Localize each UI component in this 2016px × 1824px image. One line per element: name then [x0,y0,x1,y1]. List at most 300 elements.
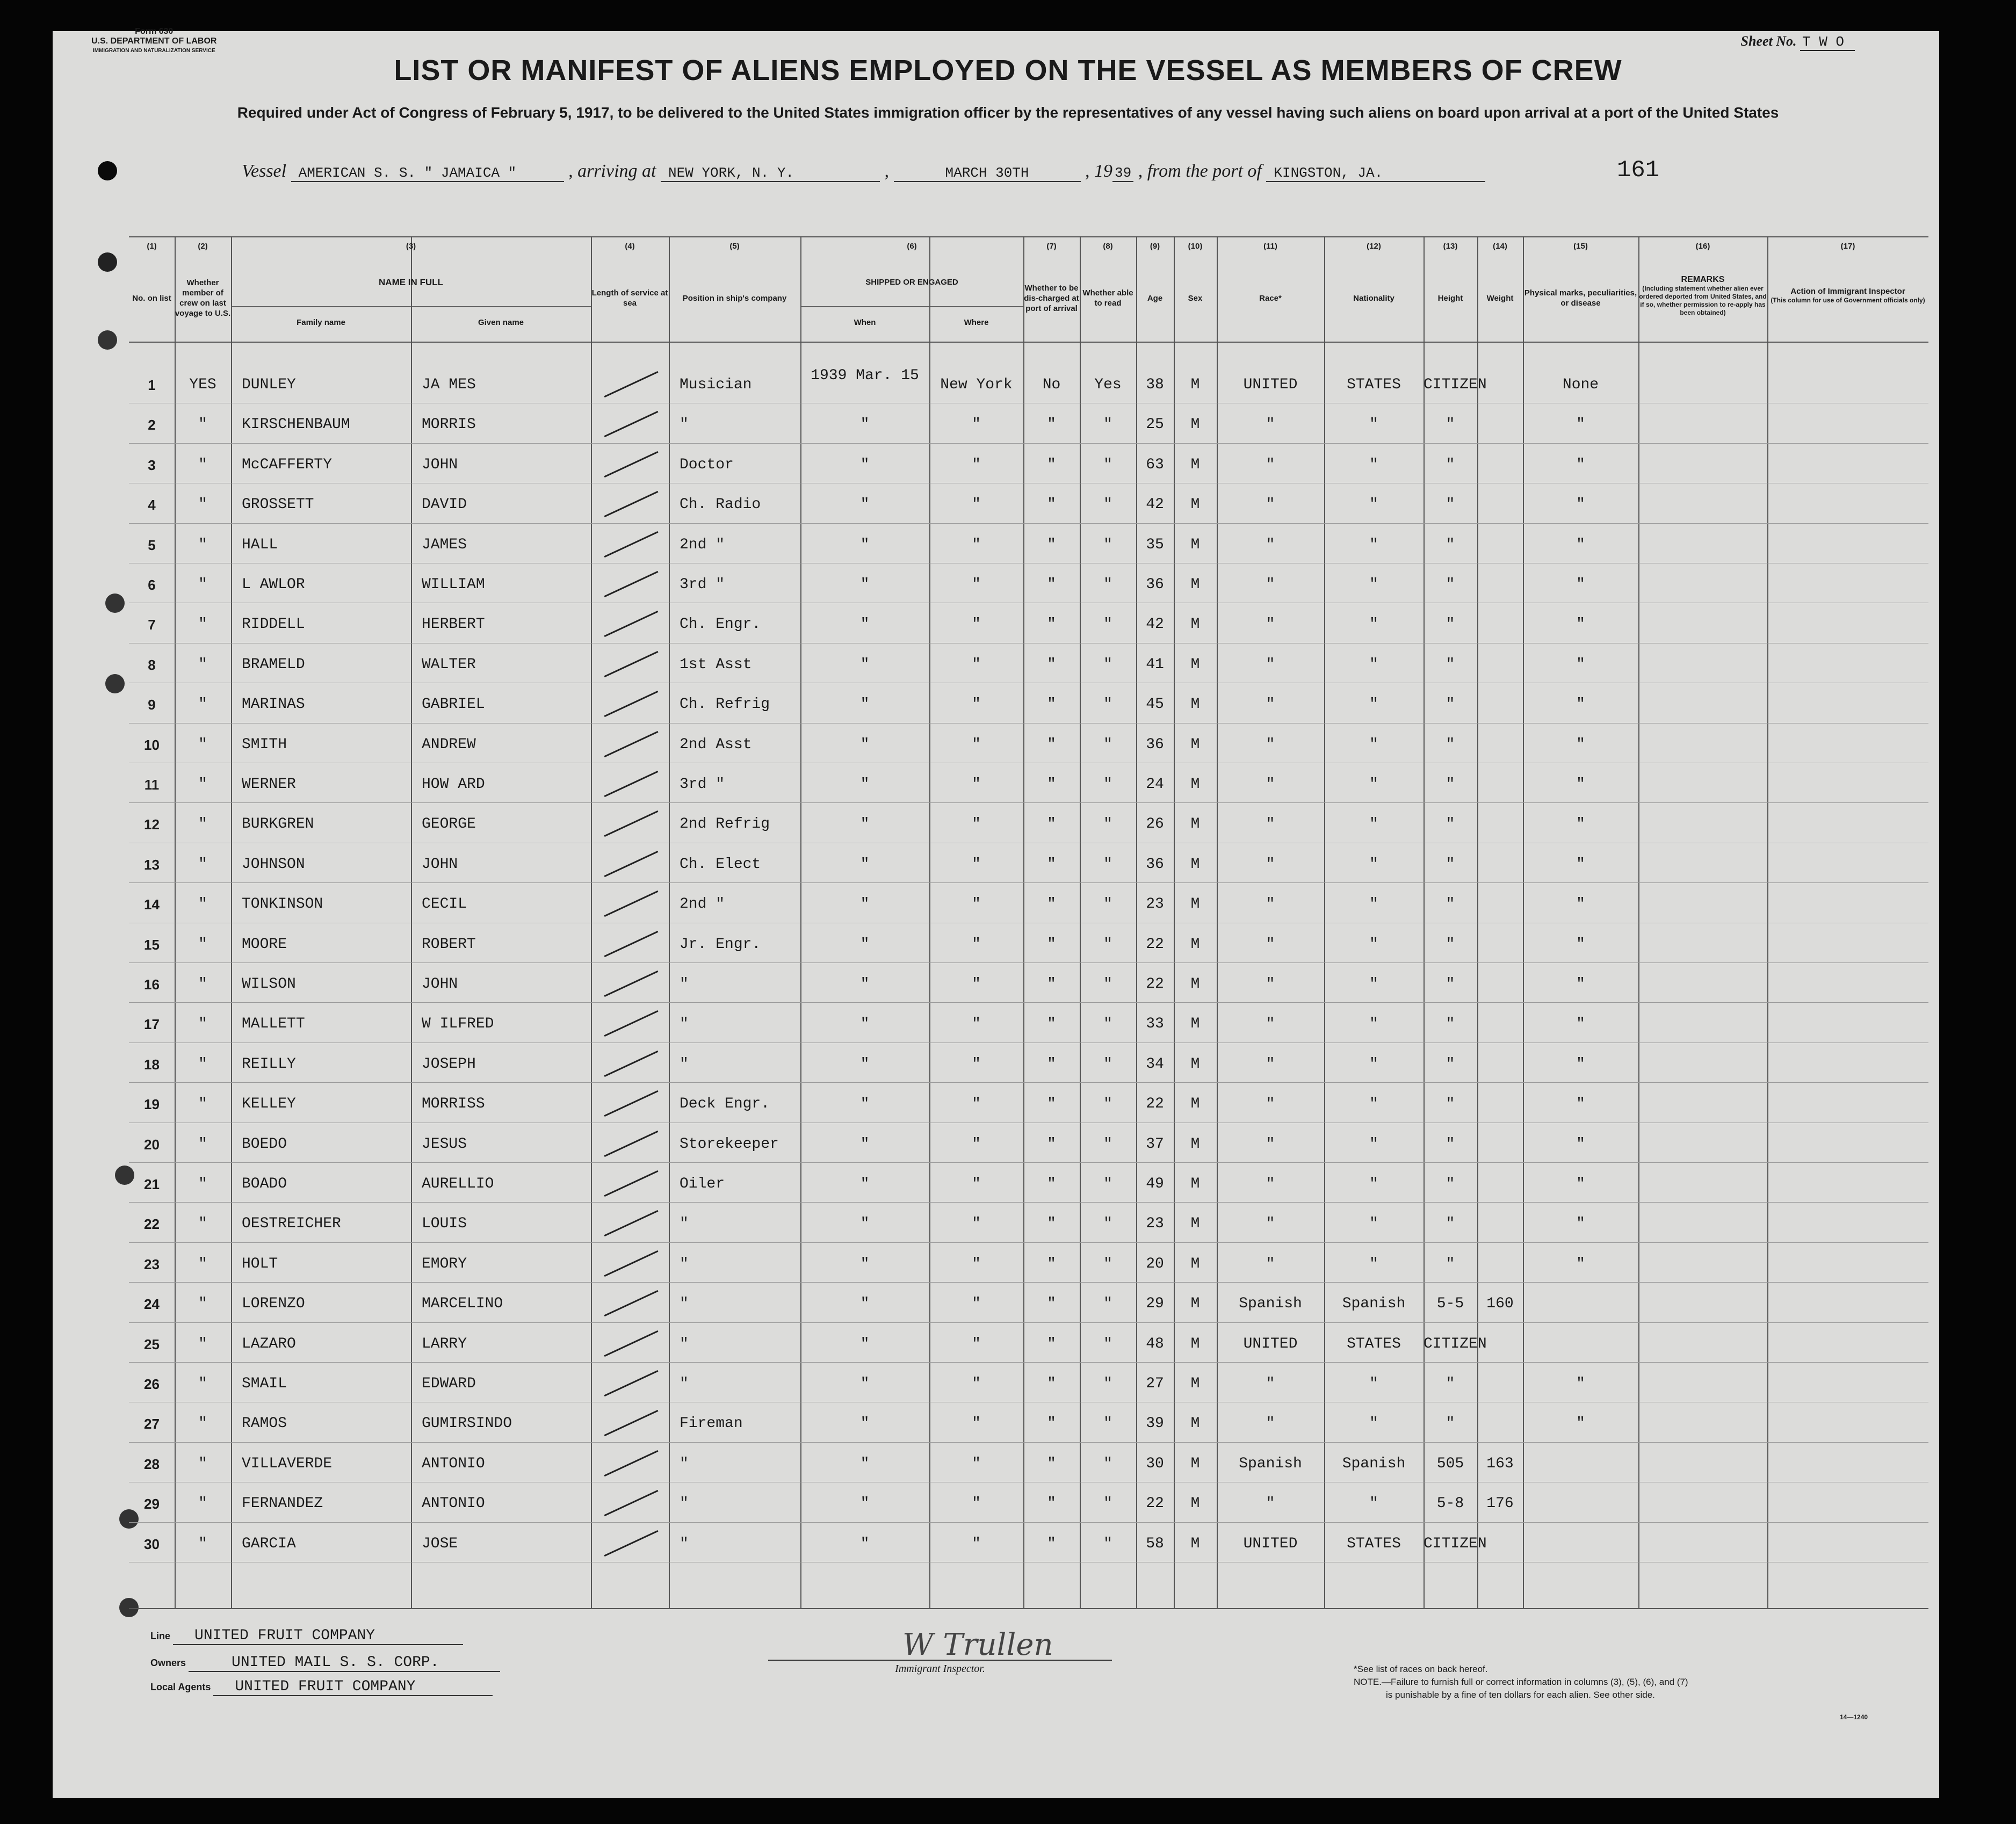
cell-discharged: " [1047,1176,1056,1192]
cell-shipped-where: " [972,1495,981,1512]
cell-physical-marks: " [1576,816,1585,833]
cell-shipped-when: " [860,1096,870,1113]
cell-sex: M [1190,1176,1200,1192]
tick-mark-icon [604,491,659,517]
cell-nationality: " [1369,1016,1378,1033]
punch-hole [98,161,117,180]
inspector-signature: W Trullen [902,1627,1053,1662]
cell-able-to-read: " [1103,816,1112,833]
cell-position: " [680,976,689,993]
cell-race: " [1266,616,1275,633]
cell-shipped-when: " [860,1535,870,1552]
cell-member-last-voyage: " [198,1016,207,1033]
cell-weight [1477,765,1523,805]
cell-member-last-voyage: " [198,1535,207,1552]
cell-physical-marks [1523,1324,1638,1364]
cell-weight [1477,965,1523,1004]
cell-shipped-when: " [860,1495,870,1512]
cell-sex: M [1190,1415,1200,1432]
cell-physical-marks: " [1576,656,1585,673]
cell-member-last-voyage: " [198,616,207,633]
cell-discharged: " [1047,1376,1056,1392]
cell-member-last-voyage: YES [189,377,216,393]
agents-label: Local Agents [150,1682,211,1692]
cell-discharged: " [1047,456,1056,473]
header-able-to-read: Whether able to read [1082,288,1133,308]
table-row [129,1244,1928,1284]
cell-shipped-when: " [860,1455,870,1472]
cell-family-name: BRAMELD [242,656,305,673]
cell-sex: M [1190,496,1200,513]
cell-position: " [680,1055,689,1073]
cell-sex: M [1190,1055,1200,1073]
cell-physical-marks: " [1576,936,1585,953]
tick-mark-icon [604,810,659,837]
cell-nationality: " [1369,936,1378,953]
cell-race: " [1266,456,1275,473]
cell-shipped-when: " [860,1215,870,1233]
cell-given-name: HOW ARD [422,776,485,793]
cell-sex: M [1190,1215,1200,1233]
table-row [129,1164,1928,1204]
cell-weight [1477,605,1523,645]
action-title: Action of Immigrant Inspector [1790,287,1905,296]
action-subtitle: (This column for use of Government officials only) [1771,296,1925,304]
cell-discharged: " [1047,576,1056,593]
cell-row-number: 11 [144,777,160,793]
arriving-label: , arriving at [568,161,656,181]
cell-physical-marks: " [1576,1176,1585,1192]
owners-field [150,1654,500,1672]
cell-nationality: " [1369,976,1378,993]
cell-height: 5-5 [1436,1295,1464,1313]
cell-family-name: FERNANDEZ [242,1495,323,1512]
cell-member-last-voyage: " [198,1415,207,1432]
header-remarks [1638,252,1767,338]
cell-race: UNITED [1243,377,1298,393]
cell-race: " [1266,896,1275,913]
cell-height: " [1446,936,1455,953]
header-age: Age [1147,293,1163,303]
cell-shipped-where: " [972,1415,981,1432]
cell-weight [1477,885,1523,924]
cell-race: " [1266,416,1275,433]
cell-able-to-read: " [1103,1335,1112,1352]
cell-able-to-read: " [1103,1535,1112,1552]
cell-race: " [1266,1376,1275,1392]
cell-shipped-where: " [972,576,981,593]
column-number: (7) [1046,242,1057,251]
cell-position: Doctor [680,456,734,473]
cell-age: 29 [1146,1295,1164,1313]
header-shipped-or-engaged: SHIPPED OR ENGAGED [865,277,958,287]
cell-shipped-where: " [972,536,981,553]
cell-given-name: ANDREW [422,736,476,753]
page-title: LIST OR MANIFEST OF ALIENS EMPLOYED ON THE VESSEL AS MEMBERS OF CREW [394,54,1622,86]
cell-given-name: JESUS [422,1135,467,1153]
tick-mark-icon [604,1090,659,1117]
cell-age: 26 [1146,816,1164,833]
header-sex: Sex [1188,293,1203,303]
cell-sex: M [1190,896,1200,913]
cell-row-number: 14 [144,896,160,913]
cell-row-number: 29 [144,1496,160,1512]
table-row [129,485,1928,525]
form-header [91,27,216,56]
table-bottom-border [129,1608,1928,1609]
cell-family-name: SMAIL [242,1376,287,1392]
cell-family-name: KIRSCHENBAUM [242,416,350,433]
cell-given-name: CECIL [422,896,467,913]
cell-family-name: McCAFFERTY [242,456,333,473]
cell-race: " [1266,1016,1275,1033]
table-row [129,645,1928,685]
cell-physical-marks: " [1576,456,1585,473]
table-row [129,525,1928,565]
cell-family-name: WILSON [242,976,296,993]
cell-shipped-where: " [972,1135,981,1153]
cell-age: 58 [1146,1535,1164,1552]
cell-age: 45 [1146,696,1164,713]
cell-shipped-when: " [860,1335,870,1352]
cell-weight: 160 [1486,1295,1514,1313]
cell-able-to-read: " [1103,1415,1112,1432]
header-race: Race* [1259,293,1282,303]
cell-shipped-when: " [860,1295,870,1313]
cell-race: " [1266,936,1275,953]
cell-shipped-where: " [972,856,981,873]
cell-age: 49 [1146,1176,1164,1192]
punch-hole [98,252,117,272]
tick-mark-icon [604,411,659,437]
table-row [129,1364,1928,1404]
cell-height: " [1446,416,1455,433]
cell-nationality: STATES [1347,377,1401,393]
cell-position: Fireman [680,1415,743,1432]
tick-mark-icon [604,1250,659,1277]
cell-nationality: " [1369,656,1378,673]
cell-able-to-read: " [1103,1055,1112,1073]
inspector-label: Immigrant Inspector. [768,1660,1112,1675]
header-member-last-voyage: Whether member of crew on last voyage to U.S. [175,278,231,318]
cell-nationality: " [1369,856,1378,873]
cell-sex: M [1190,976,1200,993]
cell-shipped-where: " [972,456,981,473]
cell-discharged: " [1047,1055,1056,1073]
header-inspector-action [1767,252,1928,338]
column-number: (5) [729,242,740,251]
cell-shipped-where: " [972,616,981,633]
cell-shipped-where: " [972,496,981,513]
cell-physical-marks: " [1576,776,1585,793]
cell-able-to-read: " [1103,1215,1112,1233]
cell-nationality: " [1369,1255,1378,1272]
cell-height: " [1446,856,1455,873]
table-row [129,845,1928,885]
header-weight: Weight [1486,293,1514,303]
cell-physical-marks: " [1576,416,1585,433]
cell-discharged: " [1047,816,1056,833]
cell-shipped-when: " [860,816,870,833]
cell-age: 39 [1146,1415,1164,1432]
cell-family-name: MALLETT [242,1016,305,1033]
cell-sex: M [1190,1535,1200,1552]
cell-physical-marks [1523,1524,1638,1564]
cell-physical-marks: " [1576,1255,1585,1272]
table-row [129,1484,1928,1524]
cell-given-name: LARRY [422,1335,467,1352]
cell-age: 24 [1146,776,1164,793]
year-label: , 19 [1085,161,1112,181]
cell-nationality: " [1369,1415,1378,1432]
cell-sex: M [1190,576,1200,593]
line-value: UNITED FRUIT COMPANY [173,1627,463,1645]
cell-able-to-read: " [1103,1455,1112,1472]
cell-nationality: " [1369,1215,1378,1233]
sheet-number [1740,33,1855,50]
cell-sex: M [1190,816,1200,833]
cell-family-name: RIDDELL [242,616,305,633]
cell-shipped-when: " [860,1016,870,1033]
cell-weight [1477,1125,1523,1164]
department: U.S. DEPARTMENT OF LABOR [91,37,217,46]
cell-weight [1477,685,1523,725]
cell-weight [1477,1364,1523,1404]
cell-member-last-voyage: " [198,976,207,993]
cell-position: " [680,1455,689,1472]
table-row [129,1324,1928,1364]
cell-position: " [680,1016,689,1033]
cell-family-name: SMITH [242,736,287,753]
cell-member-last-voyage: " [198,576,207,593]
cell-shipped-where: New York [940,377,1013,393]
cell-member-last-voyage: " [198,736,207,753]
sheet-value: T W O [1800,34,1855,51]
cell-shipped-when: " [860,776,870,793]
cell-row-number: 25 [144,1336,160,1352]
cell-shipped-where: " [972,656,981,673]
cell-able-to-read: " [1103,696,1112,713]
cell-race: Spanish [1239,1455,1302,1472]
cell-row-number: 26 [144,1376,160,1392]
cell-family-name: HOLT [242,1255,278,1272]
tick-mark-icon [604,371,659,397]
cell-position: 2nd Refrig [680,816,770,833]
cell-discharged: " [1047,1495,1056,1512]
header-height: Height [1437,293,1463,303]
remarks-subtitle: (Including statement whether alien ever ordered deported from United States, and if so, whether permission to re-apply has been obtained) [1639,284,1767,316]
cell-age: 22 [1146,1096,1164,1113]
table-row [129,1404,1928,1444]
cell-height: " [1446,536,1455,553]
cell-age: 41 [1146,656,1164,673]
cell-able-to-read: " [1103,896,1112,913]
cell-shipped-when: " [860,856,870,873]
cell-able-to-read: " [1103,1255,1112,1272]
cell-discharged: " [1047,976,1056,993]
cell-family-name: WERNER [242,776,296,793]
cell-physical-marks: " [1576,496,1585,513]
cell-nationality: " [1369,1055,1378,1073]
tick-mark-icon [604,771,659,797]
cell-row-number: 4 [148,497,156,513]
cell-sex: M [1190,1335,1200,1352]
cell-given-name: LOUIS [422,1215,467,1233]
tick-mark-icon [604,1530,659,1556]
cell-sex: M [1190,776,1200,793]
cell-height: " [1446,896,1455,913]
cell-race: " [1266,736,1275,753]
cell-age: 22 [1146,1495,1164,1512]
sheet-label: Sheet No. [1740,33,1797,49]
cell-shipped-where: " [972,936,981,953]
cell-able-to-read: " [1103,616,1112,633]
cell-nationality: " [1369,896,1378,913]
cell-race: " [1266,1415,1275,1432]
cell-row-number: 21 [144,1176,160,1192]
form-number: Form 630 [135,27,174,36]
cell-physical-marks: None [1562,377,1599,393]
cell-sex: M [1190,1295,1200,1313]
cell-row-number: 13 [144,856,160,873]
cell-height: " [1446,976,1455,993]
cell-position: 3rd " [680,576,725,593]
cell-position: Ch. Engr. [680,616,761,633]
cell-weight [1477,925,1523,965]
cell-member-last-voyage: " [198,456,207,473]
cell-row-number: 7 [148,617,156,633]
table-row [129,445,1928,485]
cell-age: 30 [1146,1455,1164,1472]
line-field [150,1627,463,1645]
cell-shipped-when: " [860,1176,870,1192]
cell-given-name: MORRISS [422,1096,485,1113]
cell-discharged: " [1047,856,1056,873]
footnote-penalty: NOTE.—Failure to furnish full or correct information in columns (3), (5), (6), and (7) [1354,1677,1688,1687]
footnote-penalty-cont: is punishable by a fine of ten dollars for each alien. See other side. [1386,1690,1655,1700]
column-number: (8) [1103,242,1113,251]
cell-age: 27 [1146,1376,1164,1392]
cell-able-to-read: Yes [1094,377,1122,393]
cell-nationality: " [1369,616,1378,633]
cell-sex: M [1190,1096,1200,1113]
cell-discharged: " [1047,896,1056,913]
cell-member-last-voyage: " [198,856,207,873]
cell-race: " [1266,1215,1275,1233]
cell-sex: M [1190,1495,1200,1512]
cell-member-last-voyage: " [198,1176,207,1192]
cell-given-name: JOSE [422,1535,458,1552]
cell-member-last-voyage: " [198,1295,207,1313]
crew-table [129,236,1928,1609]
cell-row-number: 24 [144,1296,160,1313]
tick-mark-icon [604,451,659,477]
cell-able-to-read: " [1103,576,1112,593]
cell-shipped-where: " [972,976,981,993]
cell-nationality: Spanish [1342,1455,1406,1472]
cell-member-last-voyage: " [198,1215,207,1233]
cell-weight [1477,485,1523,525]
cell-position: 3rd " [680,776,725,793]
cell-nationality: " [1369,736,1378,753]
cell-position: " [680,1335,689,1352]
cell-member-last-voyage: " [198,1455,207,1472]
cell-shipped-where: " [972,736,981,753]
cell-position: " [680,1535,689,1552]
cell-able-to-read: " [1103,1295,1112,1313]
cell-member-last-voyage: " [198,656,207,673]
cell-weight [1477,365,1523,405]
cell-able-to-read: " [1103,496,1112,513]
cell-member-last-voyage: " [198,1255,207,1272]
cell-family-name: MOORE [242,936,287,953]
cell-height: " [1446,696,1455,713]
cell-member-last-voyage: " [198,496,207,513]
line-label: Line [150,1631,171,1641]
cell-given-name: W ILFRED [422,1016,494,1033]
cell-given-name: WILLIAM [422,576,485,593]
cell-sex: M [1190,1376,1200,1392]
tick-mark-icon [604,1130,659,1156]
column-number: (9) [1150,242,1160,251]
cell-discharged: " [1047,1215,1056,1233]
cell-height: CITIZEN [1424,377,1487,393]
table-row [129,605,1928,645]
cell-position: Oiler [680,1176,725,1192]
cell-given-name: JOHN [422,456,458,473]
cell-shipped-where: " [972,1376,981,1392]
cell-discharged: " [1047,536,1056,553]
cell-weight [1477,1084,1523,1124]
cell-discharged: " [1047,936,1056,953]
cell-family-name: TONKINSON [242,896,323,913]
tick-mark-icon [604,1410,659,1436]
cell-physical-marks: " [1576,736,1585,753]
cell-physical-marks: " [1576,1096,1585,1113]
header-no-on-list: No. on list [132,293,171,303]
cell-nationality: " [1369,416,1378,433]
cell-given-name: JOHN [422,976,458,993]
cell-row-number: 30 [144,1536,160,1552]
footnote [1354,1663,1688,1702]
cell-age: 20 [1146,1255,1164,1272]
cell-discharged: " [1047,1455,1056,1472]
cell-row-number: 16 [144,976,160,993]
cell-given-name: EMORY [422,1255,467,1272]
cell-height: 5-8 [1436,1495,1464,1512]
tick-mark-icon [604,1170,659,1197]
cell-family-name: KELLEY [242,1096,296,1113]
cell-age: 25 [1146,416,1164,433]
cell-shipped-where: " [972,1016,981,1033]
cell-age: 42 [1146,616,1164,633]
cell-physical-marks [1523,1484,1638,1524]
cell-discharged: " [1047,696,1056,713]
cell-height: " [1446,1096,1455,1113]
cell-sex: M [1190,736,1200,753]
cell-age: 23 [1146,1215,1164,1233]
cell-discharged: " [1047,496,1056,513]
header-name-in-full: NAME IN FULL [379,277,443,287]
cell-age: 38 [1146,377,1164,393]
cell-shipped-when: " [860,736,870,753]
cell-row-number: 18 [144,1056,160,1073]
cell-nationality: " [1369,816,1378,833]
table-row [129,885,1928,924]
cell-row-number: 12 [144,816,160,833]
cell-height: " [1446,776,1455,793]
cell-position: Storekeeper [680,1135,779,1153]
